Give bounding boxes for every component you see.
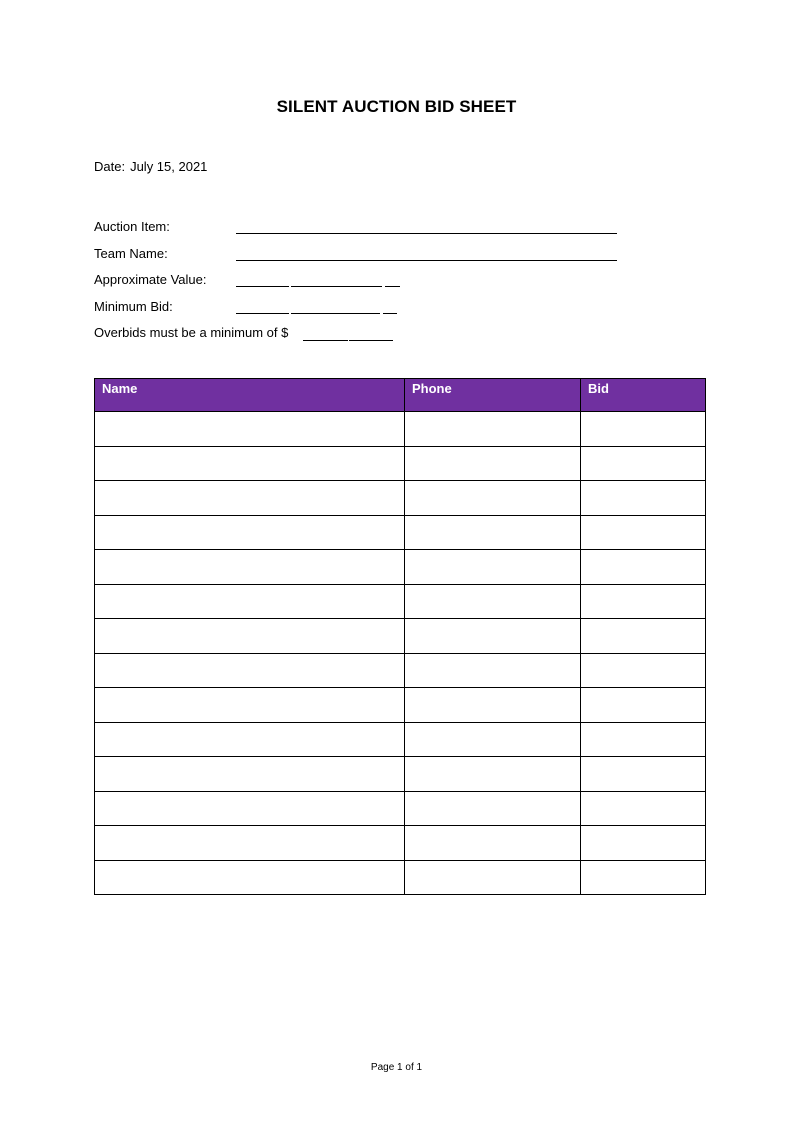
bid-column-header: Bid [581,379,706,412]
bid-cell[interactable] [581,688,706,723]
auction-item-label: Auction Item: [94,219,170,234]
bid-table-body [95,412,706,895]
name-column-header: Name [95,379,405,412]
auction-item-field[interactable] [236,233,617,234]
bid-cell[interactable] [581,860,706,895]
bid-cell[interactable] [581,446,706,481]
approximate-value-field-part2[interactable] [291,286,382,287]
page-number: Page 1 of 1 [370,1062,423,1073]
date-value: July 15, 2021 [130,159,208,174]
table-row [95,481,706,516]
bid-cell[interactable] [581,584,706,619]
bid-cell[interactable] [581,412,706,447]
bid-table-header-row [95,379,706,412]
bid-cell[interactable] [581,619,706,654]
overbids-field-part1[interactable] [303,340,348,341]
table-row [95,584,706,619]
minimum-bid-field-part2[interactable] [291,313,380,314]
date-label: Date: [94,159,126,174]
table-row [95,860,706,895]
phone-cell[interactable] [405,791,581,826]
table-row [95,515,706,550]
phone-cell[interactable] [405,619,581,654]
table-row [95,688,706,723]
phone-cell[interactable] [405,584,581,619]
name-cell[interactable] [95,791,405,826]
name-cell[interactable] [95,481,405,516]
minimum-bid-field-part1[interactable] [236,313,289,314]
bid-table [94,378,706,895]
phone-cell[interactable] [405,653,581,688]
table-row [95,412,706,447]
name-cell[interactable] [95,826,405,861]
overbids-row [94,325,288,340]
bid-cell[interactable] [581,653,706,688]
name-cell[interactable] [95,584,405,619]
table-row [95,757,706,792]
phone-cell[interactable] [405,860,581,895]
name-cell[interactable] [95,550,405,585]
team-name-label: Team Name: [94,246,168,261]
table-row [95,550,706,585]
table-row [95,653,706,688]
overbids-label: Overbids must be a minimum of $ [94,325,289,340]
bid-cell[interactable] [581,515,706,550]
date-line [94,159,207,174]
approximate-value-label: Approximate Value: [94,272,207,287]
bid-cell[interactable] [581,826,706,861]
phone-cell[interactable] [405,826,581,861]
bid-cell[interactable] [581,757,706,792]
name-cell[interactable] [95,860,405,895]
name-cell[interactable] [95,515,405,550]
bid-cell[interactable] [581,481,706,516]
minimum-bid-field-part3[interactable] [383,313,397,314]
phone-cell[interactable] [405,757,581,792]
phone-column-header: Phone [405,379,581,412]
name-cell[interactable] [95,653,405,688]
approximate-value-field-part3[interactable] [385,286,400,287]
bid-cell[interactable] [581,791,706,826]
table-row [95,446,706,481]
overbids-field-part2[interactable] [349,340,393,341]
phone-cell[interactable] [405,688,581,723]
team-name-field[interactable] [236,260,617,261]
phone-cell[interactable] [405,550,581,585]
name-cell[interactable] [95,412,405,447]
phone-cell[interactable] [405,446,581,481]
phone-cell[interactable] [405,412,581,447]
table-row [95,722,706,757]
phone-cell[interactable] [405,481,581,516]
table-row [95,791,706,826]
phone-cell[interactable] [405,515,581,550]
bid-cell[interactable] [581,722,706,757]
name-cell[interactable] [95,757,405,792]
name-cell[interactable] [95,722,405,757]
phone-cell[interactable] [405,722,581,757]
minimum-bid-label: Minimum Bid: [94,299,173,314]
approximate-value-field-part1[interactable] [236,286,289,287]
document-title: SILENT AUCTION BID SHEET [276,97,517,116]
name-cell[interactable] [95,619,405,654]
table-row [95,826,706,861]
table-row [95,619,706,654]
bid-cell[interactable] [581,550,706,585]
name-cell[interactable] [95,688,405,723]
name-cell[interactable] [95,446,405,481]
